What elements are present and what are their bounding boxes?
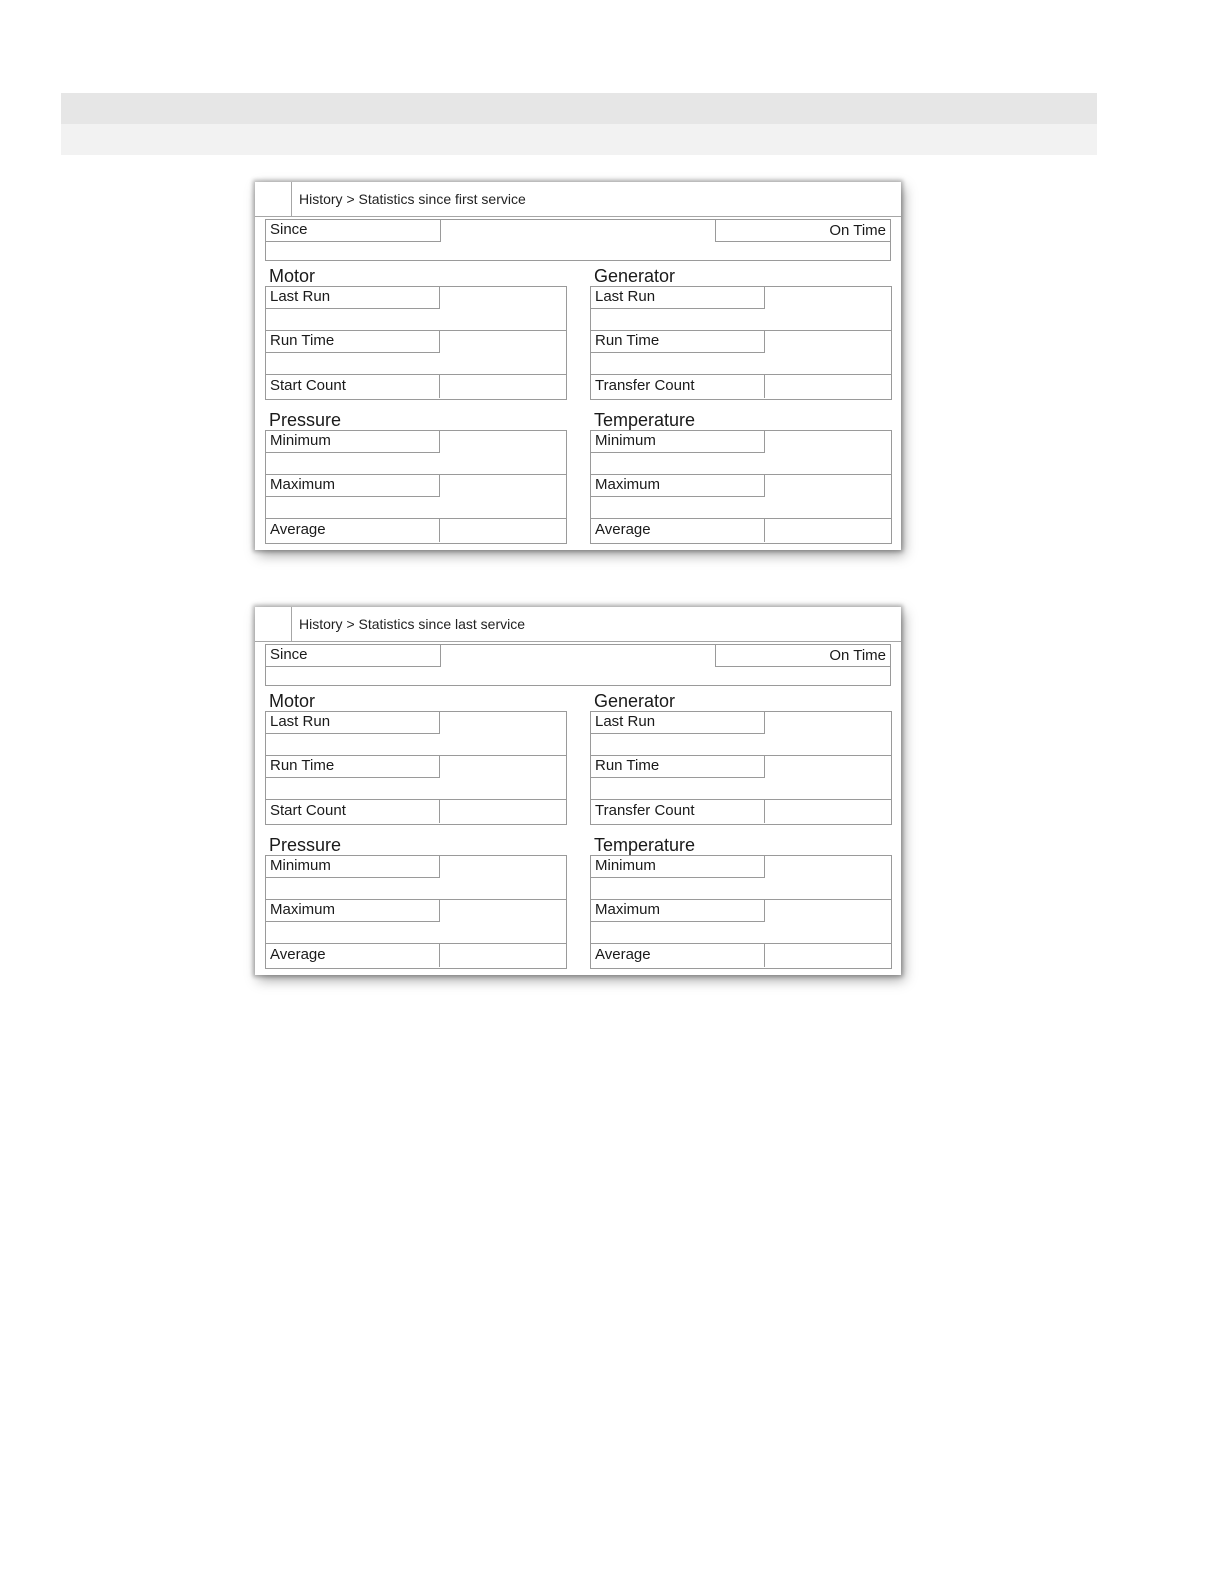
statistics-screen-last-service — [255, 607, 901, 975]
row-label: Minimum — [266, 431, 440, 453]
screen-icon — [255, 182, 292, 217]
subheader-band — [61, 124, 1097, 155]
row-label: Run Time — [266, 756, 440, 778]
generator-group — [590, 286, 892, 400]
row-label: Run Time — [266, 331, 440, 353]
breadcrumb-title: History > Statistics since last service — [299, 616, 526, 632]
row-label: Average — [266, 944, 440, 967]
screen-icon — [255, 607, 292, 642]
row-label: Maximum — [591, 900, 765, 922]
motor-section-title: Motor — [269, 266, 316, 286]
generator-row-run-time — [591, 755, 891, 800]
since-label: Since — [266, 220, 441, 242]
pressure-group — [265, 855, 567, 969]
row-label: Last Run — [266, 287, 440, 309]
since-field — [265, 219, 891, 261]
motor-group — [265, 286, 567, 400]
row-label: Start Count — [266, 375, 440, 398]
pressure-row-maximum — [266, 899, 566, 944]
temperature-group — [590, 855, 892, 969]
generator-row-last-run — [591, 712, 891, 756]
row-label: Minimum — [591, 856, 765, 878]
header-band — [61, 93, 1097, 124]
row-label: Last Run — [266, 712, 440, 734]
temperature-section-title: Temperature — [594, 835, 696, 855]
motor-row-start-count — [266, 799, 566, 826]
title-bar — [255, 607, 901, 642]
pressure-row-minimum — [266, 431, 566, 475]
generator-section-title: Generator — [594, 266, 676, 286]
pressure-section-title: Pressure — [269, 410, 342, 430]
generator-group — [590, 711, 892, 825]
motor-row-last-run — [266, 287, 566, 331]
pressure-row-minimum — [266, 856, 566, 900]
temperature-row-average — [591, 943, 891, 970]
since-label: Since — [266, 645, 441, 667]
temperature-row-maximum — [591, 899, 891, 944]
motor-section-title: Motor — [269, 691, 316, 711]
motor-row-last-run — [266, 712, 566, 756]
since-field — [265, 644, 891, 686]
generator-row-transfer-count — [591, 799, 891, 826]
row-label: Average — [591, 944, 765, 967]
temperature-row-maximum — [591, 474, 891, 519]
generator-section-title: Generator — [594, 691, 676, 711]
pressure-row-average — [266, 518, 566, 545]
row-label: Run Time — [591, 331, 765, 353]
temperature-group — [590, 430, 892, 544]
row-label: Run Time — [591, 756, 765, 778]
pressure-row-maximum — [266, 474, 566, 519]
row-label: Average — [266, 519, 440, 542]
row-label: Minimum — [591, 431, 765, 453]
motor-row-run-time — [266, 330, 566, 375]
pressure-row-average — [266, 943, 566, 970]
row-label: Minimum — [266, 856, 440, 878]
temperature-row-minimum — [591, 431, 891, 475]
temperature-row-average — [591, 518, 891, 545]
motor-row-run-time — [266, 755, 566, 800]
row-label: Average — [591, 519, 765, 542]
motor-row-start-count — [266, 374, 566, 401]
row-label: Last Run — [591, 712, 765, 734]
statistics-screen-first-service — [255, 182, 901, 550]
temperature-section-title: Temperature — [594, 410, 696, 430]
pressure-group — [265, 430, 567, 544]
on-time-label: On Time — [715, 220, 890, 242]
row-label: Maximum — [591, 475, 765, 497]
generator-row-last-run — [591, 287, 891, 331]
row-label: Last Run — [591, 287, 765, 309]
row-label: Maximum — [266, 475, 440, 497]
on-time-label: On Time — [715, 645, 890, 667]
breadcrumb-title: History > Statistics since first service — [299, 191, 526, 207]
temperature-row-minimum — [591, 856, 891, 900]
row-label: Start Count — [266, 800, 440, 823]
row-label: Transfer Count — [591, 800, 765, 823]
motor-group — [265, 711, 567, 825]
pressure-section-title: Pressure — [269, 835, 342, 855]
row-label: Maximum — [266, 900, 440, 922]
generator-row-run-time — [591, 330, 891, 375]
generator-row-transfer-count — [591, 374, 891, 401]
title-bar — [255, 182, 901, 217]
row-label: Transfer Count — [591, 375, 765, 398]
